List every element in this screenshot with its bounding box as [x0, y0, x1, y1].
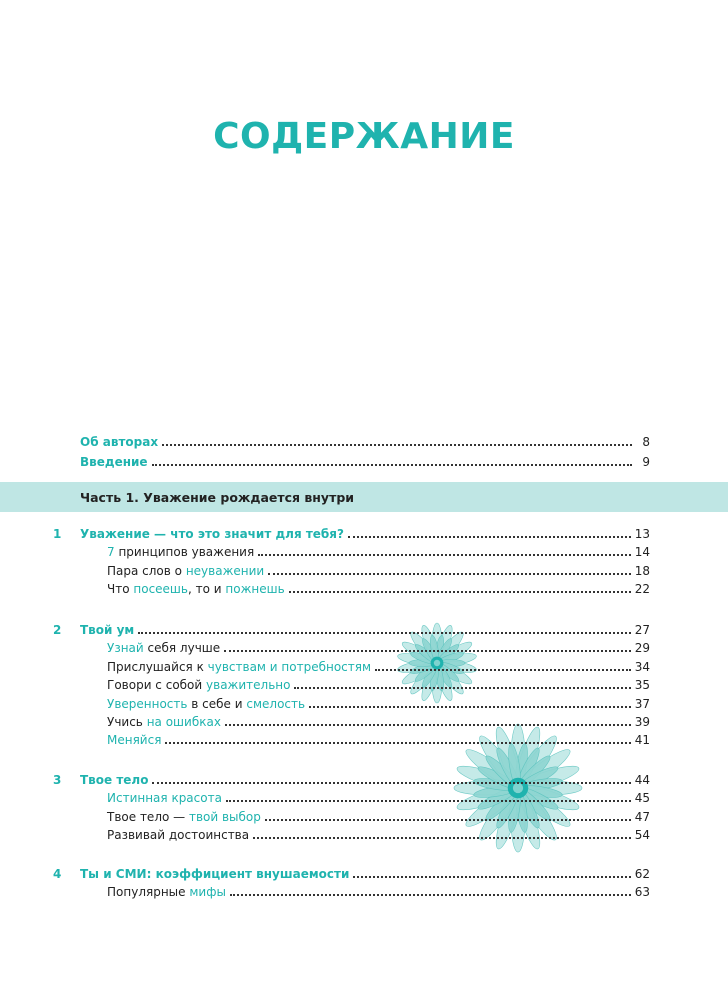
subentry-label: [107, 581, 285, 597]
subentry-page: 54: [634, 828, 650, 843]
chapter-title: Уважение — что это значит для тебя?: [80, 527, 344, 541]
subentry-label-part: , то и: [187, 582, 226, 597]
chapter-number: 3: [53, 773, 62, 787]
leader-dots: [268, 572, 630, 575]
toc-subentry[interactable]: [107, 807, 650, 825]
chapter-page: 62: [634, 867, 650, 881]
leader-dots: [258, 553, 631, 556]
leader-dots: [162, 443, 632, 446]
chapter-page: 44: [634, 773, 650, 787]
leader-dots: [375, 668, 631, 671]
leader-dots: [226, 799, 631, 802]
subentry-label-part: себя лучше: [143, 641, 221, 656]
subentry-label: [107, 884, 226, 900]
subentry-page: 37: [634, 696, 650, 711]
subentry-page: 18: [634, 563, 650, 578]
subentry-page: 47: [634, 809, 650, 824]
subentry-label-part: смелость: [246, 696, 306, 711]
subentry-page: 35: [634, 678, 650, 693]
toc-subentry[interactable]: [107, 579, 650, 597]
toc-chapter-2[interactable]: [53, 620, 650, 638]
leader-dots: [230, 893, 631, 896]
page-title: СОДЕРЖАНИЕ: [213, 116, 515, 157]
subentry-label-part: неуважении: [185, 563, 265, 578]
leader-dots: [294, 686, 630, 689]
subentry-label-part: пожнешь: [225, 582, 285, 597]
subentry-label-part: в себе и: [187, 696, 247, 711]
subentry-label-part: Говори с собой: [107, 678, 207, 693]
subentry-label: [107, 677, 290, 693]
leader-dots: [152, 781, 630, 784]
leader-dots: [152, 463, 632, 466]
subentry-label-part: Твое тело —: [107, 809, 189, 824]
subentry-label: [107, 640, 220, 656]
chapter-page: 27: [634, 623, 650, 637]
subentry-label-part: Прислушайся к: [107, 659, 208, 674]
subentry-label-part: твой выбор: [188, 809, 261, 824]
leader-dots: [165, 741, 630, 744]
part-title: Часть 1. Уважение рождается внутри: [80, 490, 355, 505]
subentry-label-part: Что: [107, 582, 134, 597]
subentry-label-part: Уверенность: [107, 696, 188, 711]
subentry-label: [107, 544, 254, 560]
subentry-label: [107, 563, 264, 579]
toc-chapter-1[interactable]: [53, 524, 650, 542]
chapter-title: Твой ум: [80, 623, 135, 637]
toc-subentry[interactable]: [107, 675, 650, 693]
leader-dots: [225, 723, 631, 726]
toc-chapter-4[interactable]: [53, 864, 650, 882]
toc-subentry[interactable]: [107, 882, 650, 900]
leader-dots: [224, 649, 631, 652]
subentry-label-part: Популярные: [107, 885, 190, 900]
chapter-number: 2: [53, 623, 62, 637]
leader-dots: [348, 535, 631, 538]
subentry-page: 34: [634, 659, 650, 674]
toc-subentry[interactable]: [107, 657, 650, 675]
toc-subentry[interactable]: [107, 788, 650, 806]
subentry-label-part: мифы: [189, 885, 226, 900]
toc-subentry[interactable]: [107, 561, 650, 579]
chapter-number: 4: [53, 867, 62, 881]
leader-dots: [265, 818, 631, 821]
leader-dots: [289, 590, 631, 593]
toc-subentry[interactable]: [107, 712, 650, 730]
subentry-label: [107, 732, 161, 748]
toc-entry-label: Об авторах: [80, 435, 159, 449]
subentry-label-part: Развивай достоинства: [107, 828, 250, 843]
subentry-page: 39: [634, 715, 650, 729]
subentry-label-part: принципов уважения: [114, 545, 255, 560]
subentry-label-part: на ошибках: [146, 715, 221, 729]
chapter-number: 1: [53, 527, 62, 541]
toc-subentry[interactable]: [107, 542, 650, 560]
toc-subentry[interactable]: [107, 694, 650, 712]
subentry-page: 45: [634, 791, 650, 806]
leader-dots: [138, 631, 630, 634]
toc-chapter-3[interactable]: [53, 770, 650, 788]
toc-entry-page: 8: [642, 435, 650, 449]
subentry-label-part: Узнай: [107, 641, 144, 656]
subentry-label-part: Учись: [107, 715, 147, 729]
subentry-label-part: уважительно: [206, 678, 291, 693]
toc-subentry[interactable]: [107, 730, 650, 748]
subentry-page: 22: [634, 582, 650, 597]
chapter-page: 13: [634, 527, 650, 541]
subentry-page: 29: [634, 641, 650, 656]
subentry-page: 14: [634, 545, 650, 560]
toc-entry-page: 9: [642, 455, 650, 469]
leader-dots: [253, 836, 631, 839]
subentry-label-part: Истинная красота: [107, 791, 222, 806]
chapter-title: Твое тело: [80, 773, 149, 787]
subentry-label-part: посеешь: [133, 582, 188, 597]
subentry-label: [107, 696, 305, 712]
subentry-label: [107, 659, 371, 675]
subentry-label-part: чувствам и потребностям: [207, 659, 372, 674]
subentry-label-part: 7: [107, 545, 115, 560]
toc-subentry[interactable]: [107, 638, 650, 656]
subentry-label: [107, 809, 261, 825]
subentry-label: [107, 790, 222, 806]
subentry-page: 41: [634, 733, 650, 748]
leader-dots: [309, 705, 631, 708]
subentry-label-part: Меняйся: [107, 733, 162, 748]
toc-entry-intro[interactable]: [80, 452, 650, 470]
toc-entry-label: Введение: [80, 455, 148, 469]
subentry-page: 63: [634, 885, 650, 900]
subentry-label: [107, 827, 249, 843]
subentry-label: [107, 714, 221, 730]
toc-subentry[interactable]: [107, 825, 650, 843]
toc-entry-authors[interactable]: [80, 432, 650, 450]
chapter-title: Ты и СМИ: коэффициент внушаемости: [80, 867, 350, 881]
subentry-label-part: Пара слов о: [107, 563, 186, 578]
leader-dots: [353, 875, 630, 878]
